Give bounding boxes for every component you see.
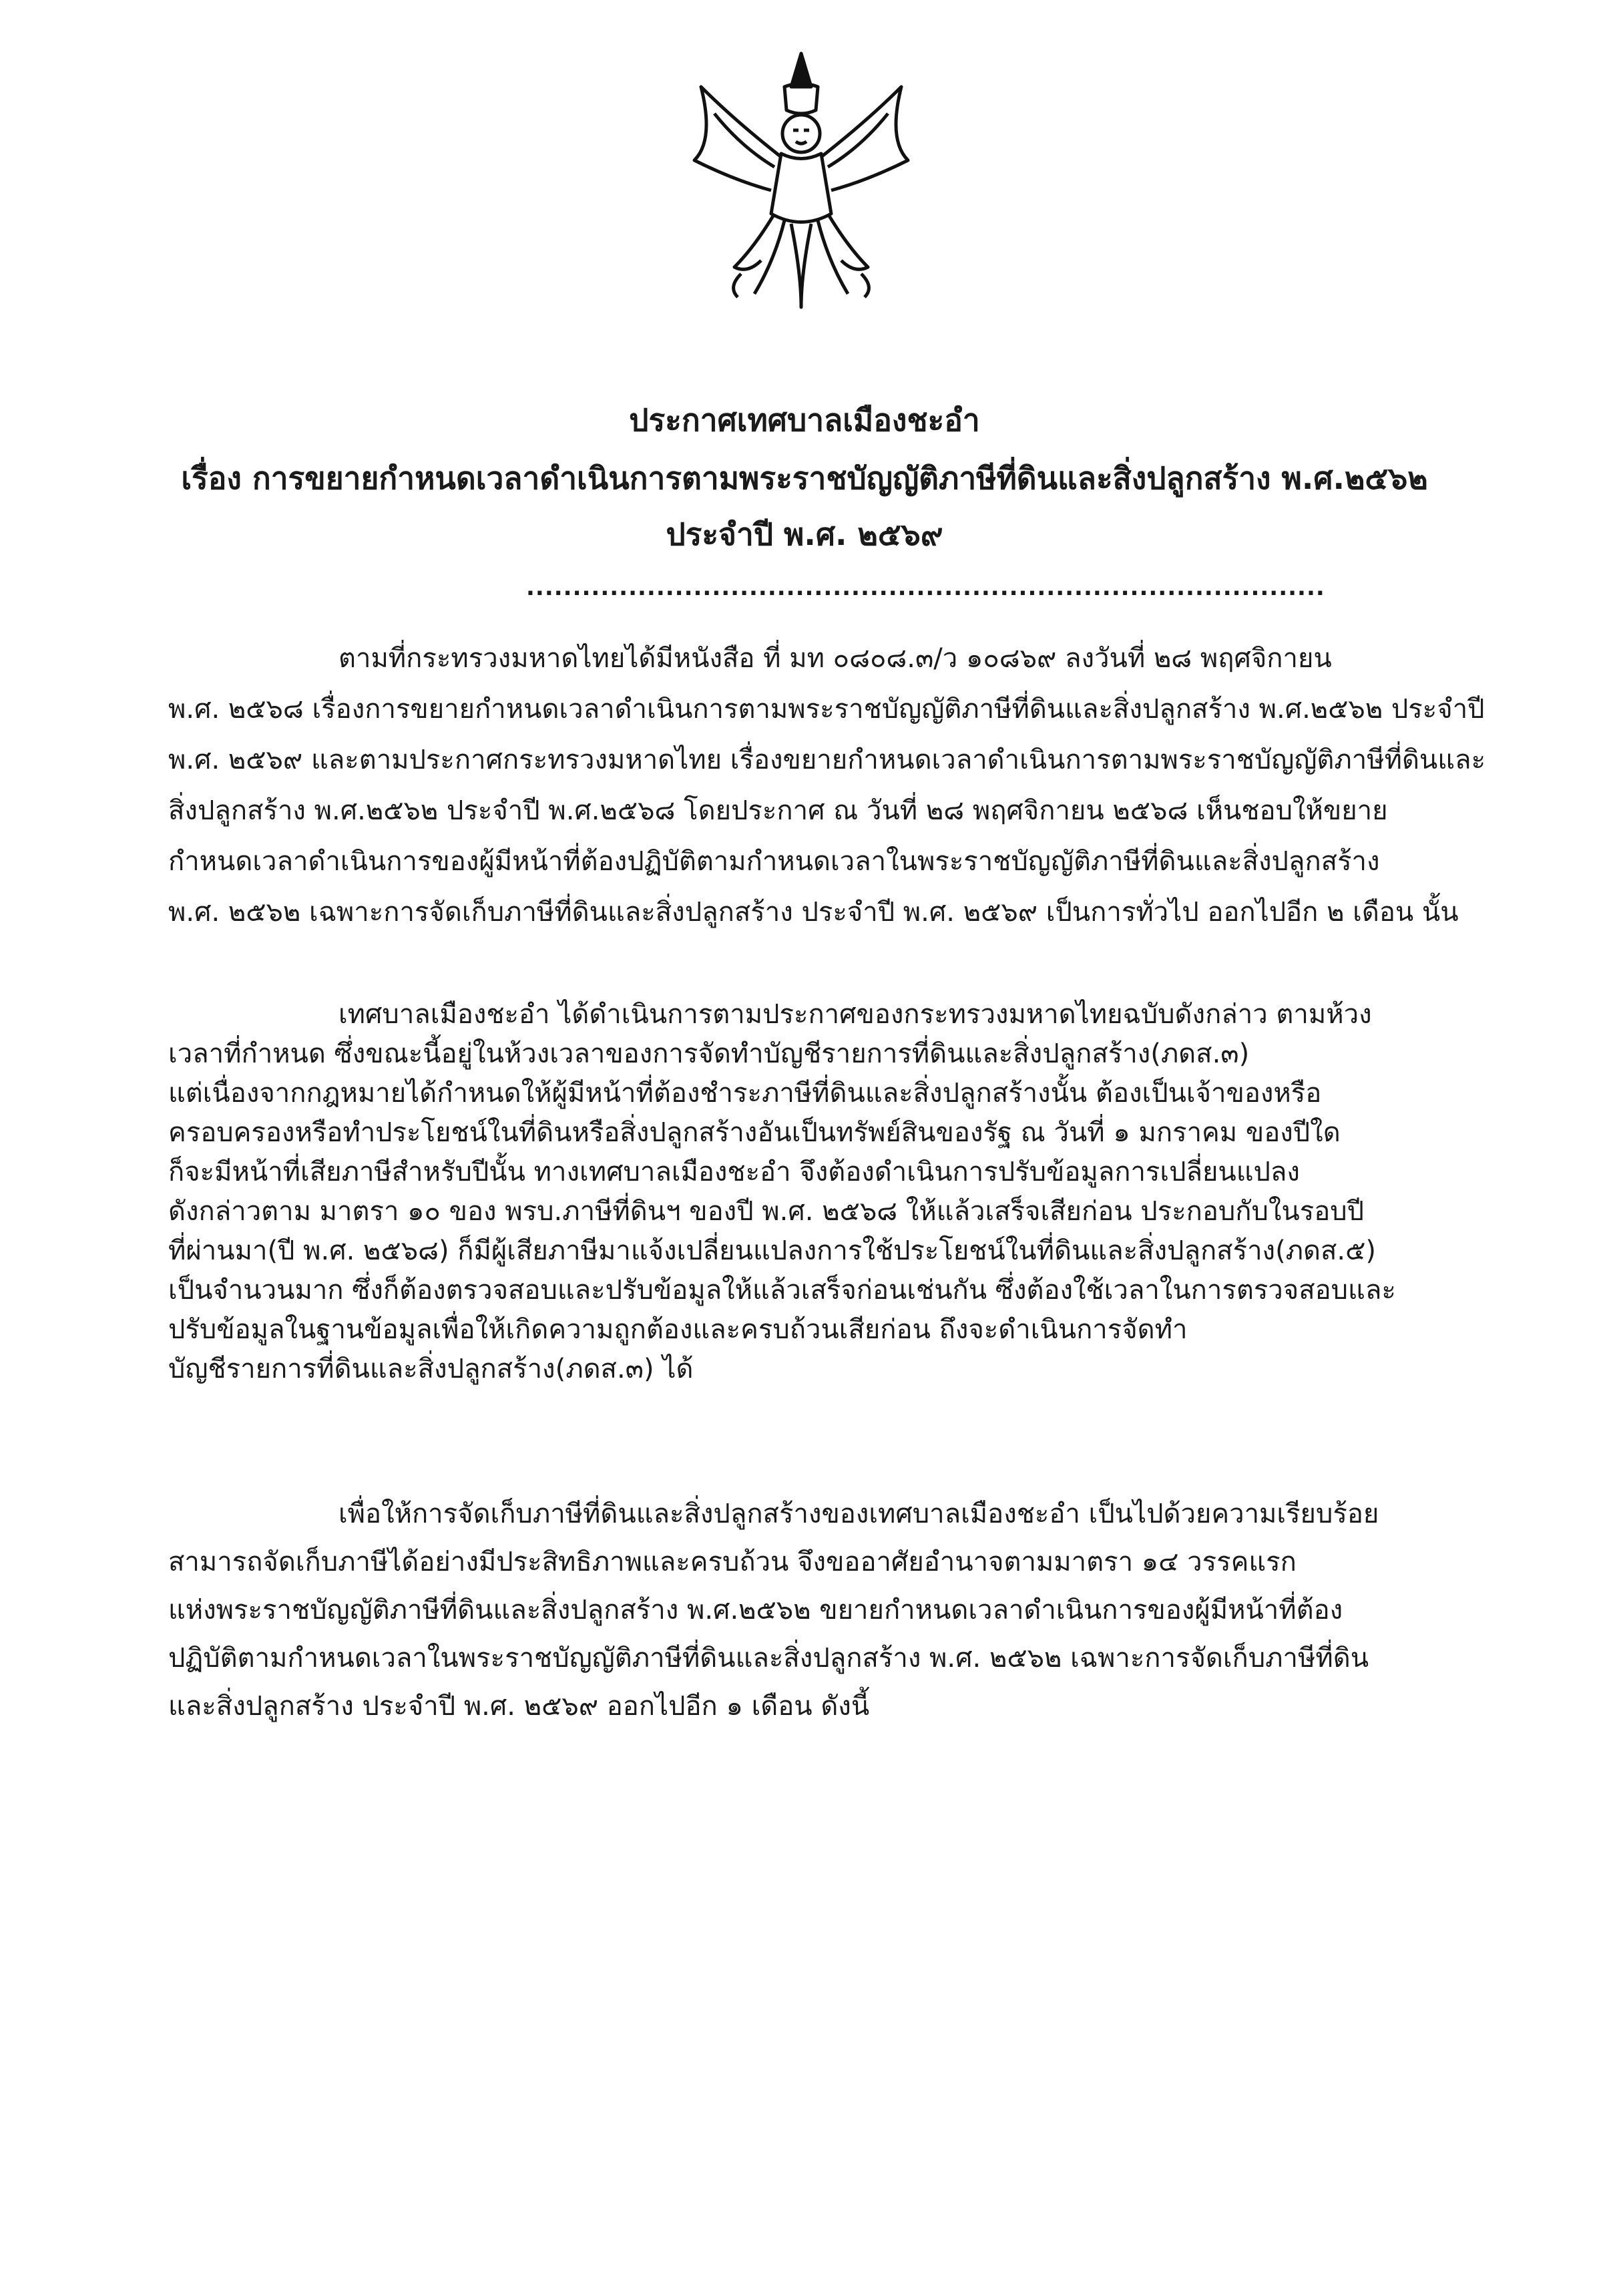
body-line: กำหนดเวลาดำเนินการของผู้มีหน้าที่ต้องปฏิบัติตามกำหนดเวลาในพระราชบัญญัติภาษีที่ดินและสิ่งปลูกสร้าง: [168, 846, 1380, 877]
dotted-separator: ......................................................................................: [526, 574, 1325, 601]
body-line: แห่งพระราชบัญญัติภาษีที่ดินและสิ่งปลูกสร้าง พ.ศ.๒๕๖๒ ขยายกำหนดเวลาดำเนินการของผู้มีหน้าที่ต้อง: [168, 1595, 1343, 1625]
body-line: ปฏิบัติตามกำหนดเวลาในพระราชบัญญัติภาษีที่ดินและสิ่งปลูกสร้าง พ.ศ. ๒๕๖๒ เฉพาะการจัดเก็บภาษีที่ดิน: [168, 1643, 1369, 1674]
paragraph-3: [168, 1490, 1427, 1730]
body-line: เป็นจำนวนมาก ซึ่งก็ต้องตรวจสอบและปรับข้อมูลให้แล้วเสร็จก่อนเช่นกัน ซึ่งต้องใช้เวลาในการตรวจสอบและ: [168, 1275, 1396, 1306]
body-line: ที่ผ่านมา(ปี พ.ศ. ๒๕๖๘) ก็มีผู้เสียภาษีมาแจ้งเปลี่ยนแปลงการใช้ประโยชน์ในที่ดินและสิ่งปลูกสร้าง(ภดส.๕): [168, 1235, 1377, 1266]
body-line: บัญชีรายการที่ดินและสิ่งปลูกสร้าง(ภดส.๓) ได้: [168, 1354, 694, 1384]
announcement-title: ประกาศเทศบาลเมืองชะอำ: [629, 402, 980, 438]
announcement-year: ประจำปี พ.ศ. ๒๕๖๙: [666, 516, 943, 552]
body-line: สามารถจัดเก็บภาษีได้อย่างมีประสิทธิภาพและครบถ้วน จึงขออาศัยอำนาจตามมาตรา ๑๔ วรรคแรก: [168, 1547, 1297, 1577]
announcement-subject: เรื่อง การขยายกำหนดเวลาดำเนินการตามพระราชบัญญัติภาษีที่ดินและสิ่งปลูกสร้าง พ.ศ.๒๕๖๒: [181, 460, 1428, 496]
body-line: ดังกล่าวตาม มาตรา ๑๐ ของ พรบ.ภาษีที่ดินฯ ของปี พ.ศ. ๒๕๖๘ ให้แล้วเสร็จเสียก่อน ประกอบกับในรอบปี: [168, 1196, 1365, 1227]
paragraph-1: [168, 633, 1486, 938]
body-line: สิ่งปลูกสร้าง พ.ศ.๒๕๖๒ ประจำปี พ.ศ.๒๕๖๘ โดยประกาศ ณ วันที่ ๒๘ พฤศจิกายน ๒๕๖๘ เห็นชอบให้ขยาย: [168, 795, 1388, 826]
body-line: และสิ่งปลูกสร้าง ประจำปี พ.ศ. ๒๕๖๙ ออกไปอีก ๑ เดือน ดังนี้: [168, 1691, 870, 1722]
body-line: เพื่อให้การจัดเก็บภาษีที่ดินและสิ่งปลูกสร้างของเทศบาลเมืองชะอำ เป็นไปด้วยความเรียบร้อย: [338, 1499, 1379, 1529]
garuda-emblem-icon: [674, 47, 928, 314]
body-line: ก็จะมีหน้าที่เสียภาษีสำหรับปีนั้น ทางเทศบาลเมืองชะอำ จึงต้องดำเนินการปรับข้อมูลการเปลี่ยนแปลง: [168, 1157, 1300, 1187]
body-line: ตามที่กระทรวงมหาดไทยได้มีหนังสือ ที่ มท ๐๘๐๘.๓/ว ๑๐๘๖๙ ลงวันที่ ๒๘ พฤศจิกายน: [338, 643, 1332, 674]
body-line: แต่เนื่องจากกฎหมายได้กำหนดให้ผู้มีหน้าที่ต้องชำระภาษีที่ดินและสิ่งปลูกสร้างนั้น ต้องเป็นเจ้าของหรือ: [168, 1078, 1322, 1109]
body-line: ปรับข้อมูลในฐานข้อมูลเพื่อให้เกิดความถูกต้องและครบถ้วนเสียก่อน ถึงจะดำเนินการจัดทำ: [168, 1314, 1188, 1345]
body-line: พ.ศ. ๒๕๖๙ และตามประกาศกระทรวงมหาดไทย เรื่องขยายกำหนดเวลาดำเนินการตามพระราชบัญญัติภาษีที่ดินและ: [168, 745, 1486, 775]
paragraph-2: [168, 995, 1427, 1389]
body-line: เทศบาลเมืองชะอำ ได้ดำเนินการตามประกาศของกระทรวงมหาดไทยฉบับดังกล่าว ตามห้วง: [338, 999, 1372, 1030]
body-line: พ.ศ. ๒๕๖๘ เรื่องการขยายกำหนดเวลาดำเนินการตามพระราชบัญญัติภาษีที่ดินและสิ่งปลูกสร้าง พ.ศ.๒๕๖๒ ประจำปี: [168, 694, 1485, 725]
body-line: พ.ศ. ๒๕๖๒ เฉพาะการจัดเก็บภาษีที่ดินและสิ่งปลูกสร้าง ประจำปี พ.ศ. ๒๕๖๙ เป็นการทั่วไป ออกไปอีก ๒ เดือน นั้น: [168, 897, 1459, 928]
body-line: เวลาที่กำหนด ซึ่งขณะนี้อยู่ในห้วงเวลาของการจัดทำบัญชีรายการที่ดินและสิ่งปลูกสร้าง(ภดส.๓): [168, 1038, 1250, 1069]
body-line: ครอบครองหรือทำประโยชน์ในที่ดินหรือสิ่งปลูกสร้างอันเป็นทรัพย์สินของรัฐ ณ วันที่ ๑ มกราคม ของปีใด: [168, 1117, 1341, 1148]
